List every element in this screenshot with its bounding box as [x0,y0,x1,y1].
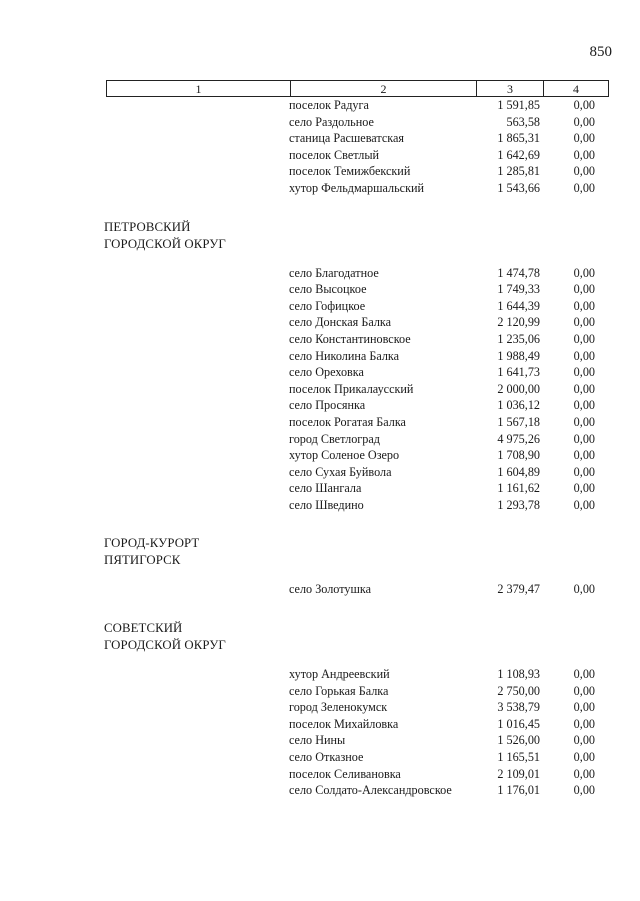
value-col-3: 1 016,45 [497,716,540,731]
settlement-name: село Гофицкое [289,298,366,313]
settlement-name: село Константиновское [289,331,411,346]
settlement-name: село Нины [289,733,346,748]
value-col-4: 0,00 [573,448,595,463]
district-title-line: СОВЕТСКИЙ [104,621,183,636]
settlement-name: село Горькая Балка [289,683,389,698]
value-col-3: 1 235,06 [497,331,540,346]
value-col-4: 0,00 [573,464,595,479]
value-col-4: 0,00 [573,766,595,781]
settlement-name: село Солдато-Александровское [289,783,452,798]
settlement-name: поселок Радуга [289,98,369,112]
settlement-name: город Светлоград [289,431,380,446]
table-row [0,666,640,683]
value-col-3: 1 642,69 [497,147,540,162]
district-title-line: ГОРОД-КУРОРТ [104,536,200,551]
settlement-name: село Донская Балка [289,315,392,330]
value-col-4: 0,00 [573,667,595,682]
settlement-name: село Раздольное [289,114,374,129]
value-col-4: 0,00 [573,315,595,330]
value-col-3: 1 161,62 [497,481,540,496]
table-row [0,97,640,114]
value-col-3: 1 591,85 [497,98,540,112]
value-col-3: 1 567,18 [497,414,540,429]
table-row [0,348,640,365]
table-row [0,147,640,164]
value-col-3: 1 644,39 [497,298,540,313]
settlement-name: село Шангала [289,481,362,496]
value-col-3: 1 176,01 [497,783,540,798]
value-col-3: 1 988,49 [497,348,540,363]
settlement-name: станица Расшеватская [289,131,405,146]
value-col-4: 0,00 [573,180,595,195]
value-col-4: 0,00 [573,733,595,748]
value-col-4: 0,00 [573,265,595,280]
value-col-3: 4 975,26 [497,431,540,446]
district-title-line: ГОРОДСКОЙ ОКРУГ [104,638,226,653]
table-row [0,265,640,282]
value-col-3: 2 000,00 [497,381,540,396]
table-row [0,163,640,180]
value-col-4: 0,00 [573,131,595,146]
value-col-3: 1 865,31 [497,131,540,146]
table-row [0,497,640,514]
settlement-name: поселок Селивановка [289,766,401,781]
table-row [0,281,640,298]
value-col-3: 2 109,01 [497,766,540,781]
table-row [0,114,640,131]
value-col-4: 0,00 [573,114,595,129]
value-col-3: 1 474,78 [497,265,540,280]
table-row [0,314,640,331]
district-title-line: ПЯТИГОРСК [104,553,181,568]
value-col-4: 0,00 [573,683,595,698]
page-number: 850 [589,44,612,60]
value-col-4: 0,00 [573,783,595,798]
table-row [0,447,640,464]
value-col-3: 3 538,79 [497,700,540,715]
value-col-3: 1 749,33 [497,282,540,297]
column-header-2: 2 [291,81,477,97]
value-col-3: 1 526,00 [497,733,540,748]
settlement-name: поселок Прикалаусский [289,381,414,396]
settlement-name: село Золотушка [289,582,372,597]
value-col-3: 1 285,81 [497,164,540,179]
value-col-4: 0,00 [573,582,595,597]
table-row [0,749,640,766]
settlement-name: село Ореховка [289,365,364,380]
value-col-4: 0,00 [573,381,595,396]
value-col-4: 0,00 [573,331,595,346]
table-row [0,431,640,448]
section-pyatigorsk [0,581,640,598]
value-col-3: 1 293,78 [497,497,540,512]
value-col-3: 1 108,93 [497,667,540,682]
column-header-row [106,80,609,97]
value-col-4: 0,00 [573,700,595,715]
value-col-3: 563,58 [506,114,540,129]
table-row [0,782,640,799]
district-heading [0,219,640,253]
table-row [0,581,640,598]
settlement-name: поселок Рогатая Балка [289,414,406,429]
settlement-name: село Сухая Буйвола [289,464,392,479]
table-row [0,716,640,733]
value-col-3: 2 120,99 [497,315,540,330]
column-header-3: 3 [477,81,544,97]
value-col-3: 1 604,89 [497,464,540,479]
table-row [0,331,640,348]
section-continued [0,97,640,197]
column-header-4: 4 [544,81,609,97]
value-col-4: 0,00 [573,750,595,765]
settlement-name: поселок Михайловка [289,716,399,731]
settlement-name: поселок Темижбекский [289,164,411,179]
value-col-4: 0,00 [573,414,595,429]
settlement-name: город Зеленокумск [289,700,388,715]
column-header-1: 1 [107,81,291,97]
value-col-4: 0,00 [573,164,595,179]
table-row [0,683,640,700]
value-col-3: 1 708,90 [497,448,540,463]
value-col-3: 1 165,51 [497,750,540,765]
value-col-4: 0,00 [573,147,595,162]
value-col-4: 0,00 [573,716,595,731]
table-row [0,480,640,497]
table-row [0,397,640,414]
settlement-name: хутор Андреевский [289,667,390,682]
settlement-name: село Благодатное [289,265,379,280]
district-title-line: ПЕТРОВСКИЙ [104,219,191,234]
settlement-name: село Высоцкое [289,282,367,297]
value-col-4: 0,00 [573,298,595,313]
table-row [0,298,640,315]
table-row [0,180,640,197]
settlement-name: село Отказное [289,750,364,765]
settlement-name: село Шведино [289,497,364,512]
value-col-4: 0,00 [573,398,595,413]
settlement-list [0,97,640,799]
value-col-4: 0,00 [573,365,595,380]
value-col-3: 2 379,47 [497,582,540,597]
table-row [0,732,640,749]
settlement-name: поселок Светлый [289,147,380,162]
settlement-name: хутор Соленое Озеро [289,448,400,463]
section-petrovsky [0,265,640,514]
value-col-3: 1 641,73 [497,365,540,380]
value-col-3: 1 543,66 [497,180,540,195]
value-col-4: 0,00 [573,282,595,297]
value-col-3: 2 750,00 [497,683,540,698]
table-row [0,766,640,783]
value-col-4: 0,00 [573,348,595,363]
settlement-name: хутор Фельдмаршальский [289,180,425,195]
settlement-name: село Николина Балка [289,348,400,363]
table-row [0,381,640,398]
table-row [0,699,640,716]
value-col-4: 0,00 [573,98,595,112]
settlement-name: село Просянка [289,398,366,413]
district-title-line: ГОРОДСКОЙ ОКРУГ [104,236,226,251]
table-row [0,464,640,481]
district-heading [0,620,640,654]
table-row [0,130,640,147]
value-col-4: 0,00 [573,497,595,512]
value-col-4: 0,00 [573,431,595,446]
value-col-4: 0,00 [573,481,595,496]
section-sovetsky [0,666,640,799]
table-row [0,414,640,431]
district-heading [0,535,640,569]
table-row [0,364,640,381]
value-col-3: 1 036,12 [497,398,540,413]
